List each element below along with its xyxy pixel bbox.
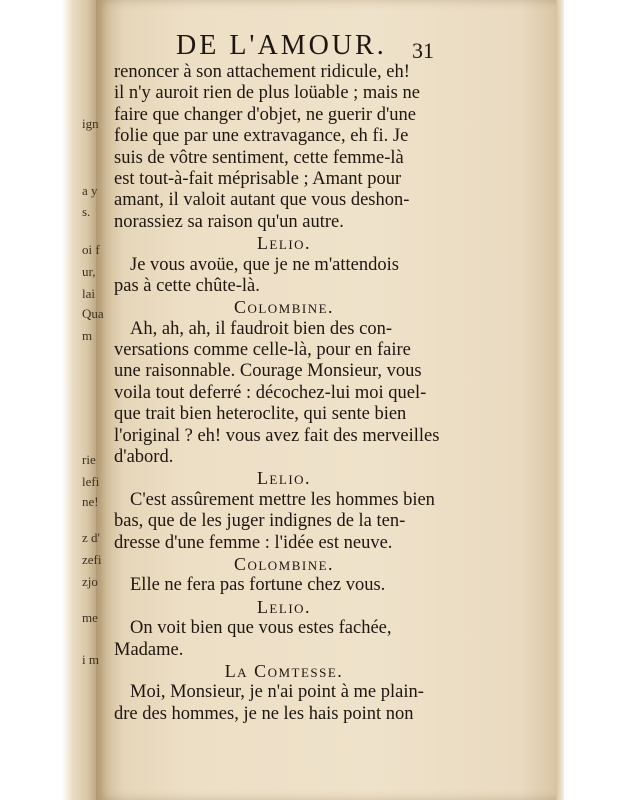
margin-fragment: rie <box>82 452 96 467</box>
running-head: DE L'AMOUR. <box>176 30 387 61</box>
text-line: norassiez sa raison qu'un autre. <box>114 211 344 232</box>
margin-fragment: zefi <box>82 552 102 567</box>
margin-fragment: ur, <box>82 264 96 279</box>
margin-fragment: lefi <box>82 474 100 489</box>
text-line: amant, il valoit autant que vous deshon- <box>114 190 410 211</box>
margin-fragment: a y <box>82 183 98 198</box>
speaker-name: Colombine. <box>233 553 335 574</box>
speaker-name: Lelio. <box>256 233 312 254</box>
margin-fragment: zjo <box>82 574 98 589</box>
speaker-name: Lelio. <box>256 596 312 617</box>
margin-fragment: s. <box>82 204 91 219</box>
text-line: dresse d'une femme : l'idée est neuve. <box>114 532 393 553</box>
text-line: Je vous avoüe, que je ne m'attendois <box>130 254 399 275</box>
text-line: une raisonnable. Courage Monsieur, vous <box>114 361 422 382</box>
text-line: C'est assûrement mettre les hommes bien <box>130 489 435 510</box>
text-line: il n'y auroit rien de plus loüable ; mais ne <box>114 83 420 104</box>
text-line: Ah, ah, ah, il faudroit bien des con- <box>130 318 393 339</box>
text-line: est tout-à-fait méprisable ; Amant pour <box>114 168 402 189</box>
speaker-name: Colombine. <box>233 297 335 318</box>
text-line: d'abord. <box>114 447 174 468</box>
text-line: Madame. <box>114 639 184 660</box>
margin-fragment: ne! <box>82 494 99 509</box>
margin-fragment: me <box>82 610 98 625</box>
speaker-name: La Comtesse. <box>224 660 344 681</box>
margin-fragment: oi f <box>82 242 100 257</box>
speaker-name: Lelio. <box>256 468 312 489</box>
text-line: bas, que de les juger indignes de la ten- <box>114 511 406 532</box>
margin-fragment: m <box>82 328 93 343</box>
page-number: 31 <box>412 38 434 63</box>
text-line: Moi, Monsieur, je n'ai point à me plain- <box>130 682 424 703</box>
text-line: voila tout deferré : décochez-lui moi quel- <box>114 382 427 403</box>
text-line: On voit bien que vous estes fachée, <box>130 618 392 639</box>
page-edge <box>556 0 564 800</box>
margin-fragment: Qua <box>82 306 104 321</box>
text-line: que trait bien heteroclite, qui sente bien <box>114 404 407 425</box>
text-line: Elle ne fera pas fortune chez vous. <box>130 575 386 596</box>
margin-fragment: z d' <box>82 530 100 545</box>
margin-fragment: i m <box>82 652 99 667</box>
text-line: dre des hommes, je ne les hais point non <box>114 703 414 724</box>
text-line: versations comme celle-là, pour en faire <box>114 340 411 361</box>
text-line: faire que changer d'objet, ne guerir d'une <box>114 104 417 125</box>
margin-fragment: lai <box>82 286 95 301</box>
text-line: folie que par une extravagance, eh fi. Je <box>114 126 409 147</box>
facing-page-text-fragments <box>62 0 104 800</box>
text-line: pas à cette chûte-là. <box>114 275 260 296</box>
text-line: suis de vôtre sentiment, cette femme-là <box>114 147 404 168</box>
text-line: renoncer à son attachement ridicule, eh! <box>114 62 410 82</box>
margin-fragment: ign <box>82 116 99 131</box>
page-text <box>114 62 454 725</box>
text-line: l'original ? eh! vous avez fait des merveilles <box>114 425 440 446</box>
